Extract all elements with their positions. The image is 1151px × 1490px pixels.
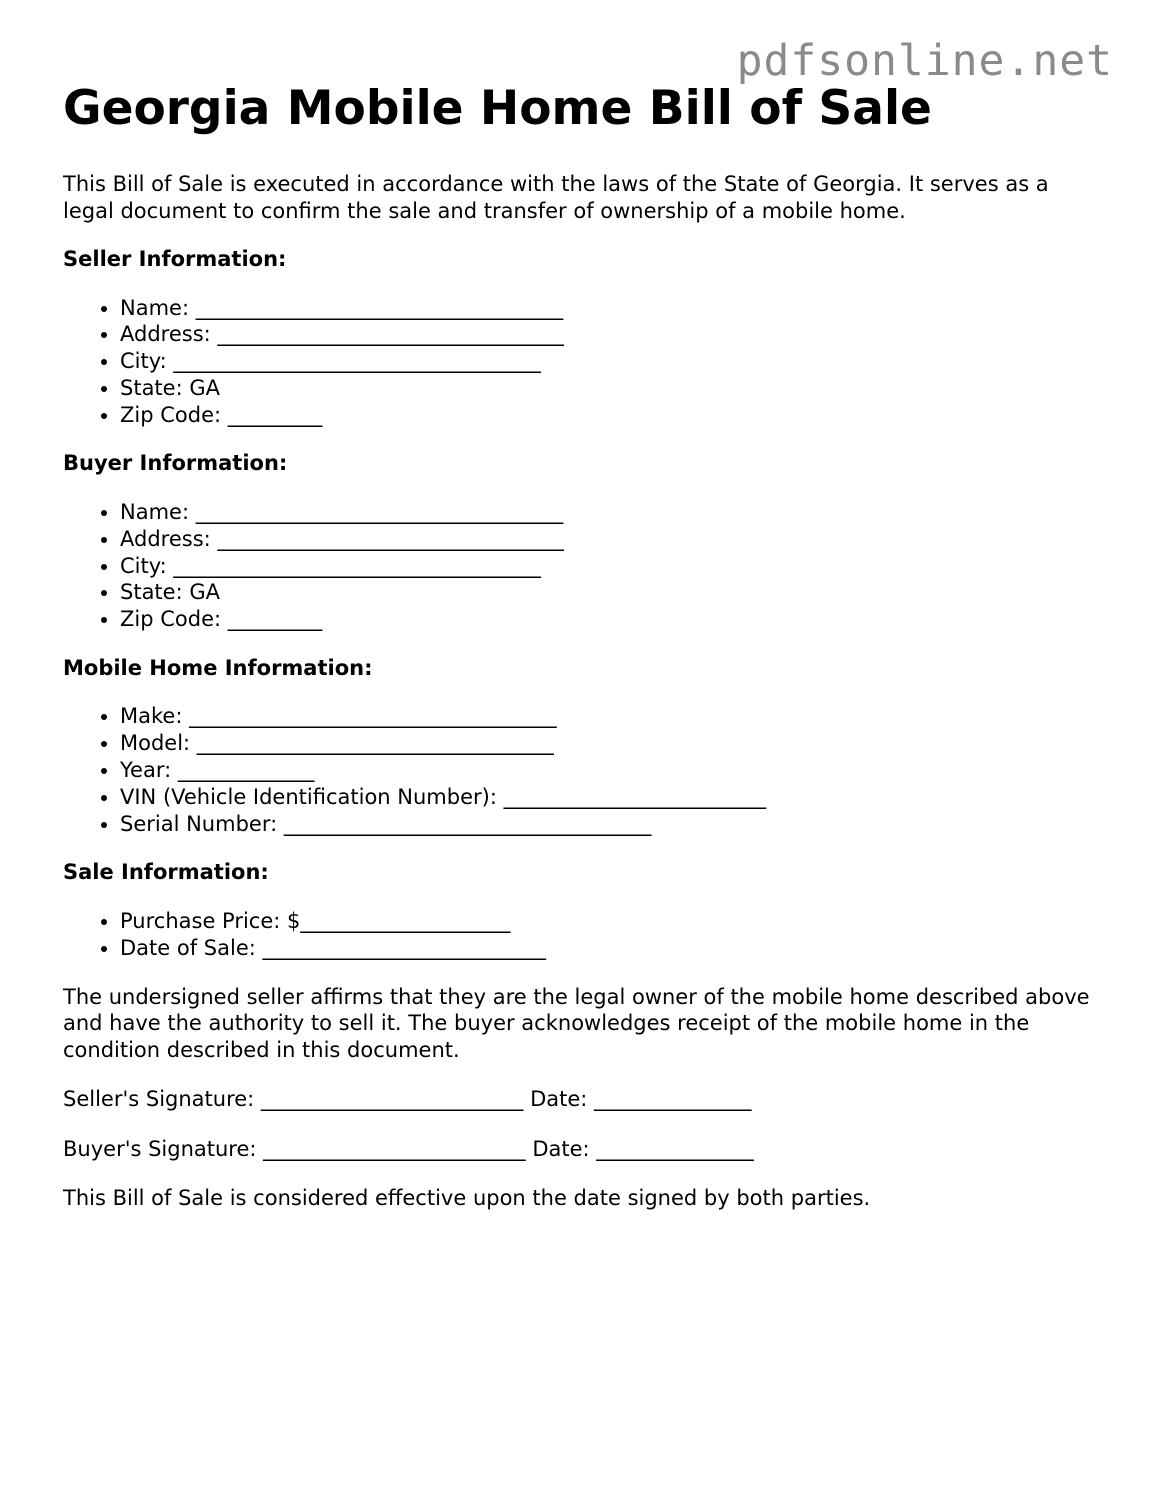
- seller-state-field: • State: GA: [120, 375, 1103, 402]
- year-field: • Year: _____________: [120, 757, 1103, 784]
- buyer-state-field: • State: GA: [120, 579, 1103, 606]
- affirmation-paragraph: The undersigned seller affirms that they are the legal owner of the mobile home described above and have the authority to sell it. The buyer acknowledges receipt of the mobile home in the condition described in this document.: [63, 984, 1090, 1062]
- seller-signature-line: Seller's Signature: _________________________ Date: _______________: [63, 1087, 752, 1112]
- page-title: Georgia Mobile Home Bill of Sale: [63, 81, 932, 136]
- model-field: • Model: __________________________________: [120, 730, 1103, 757]
- buyer-name-field: • Name: ___________________________________: [120, 499, 1103, 526]
- buyer-heading: Buyer Information:: [63, 451, 288, 476]
- seller-city-field: • City: ___________________________________: [120, 348, 1103, 375]
- buyer-address-field: • Address: _________________________________: [120, 526, 1103, 553]
- buyer-list: [63, 499, 1103, 633]
- date-of-sale-field: • Date of Sale: ___________________________: [120, 935, 1103, 962]
- purchase-price-field: • Purchase Price: $____________________: [120, 908, 1103, 935]
- buyer-zip-field: • Zip Code: _________: [120, 606, 1103, 633]
- mobile-home-list: [63, 703, 1103, 837]
- seller-address-field: • Address: _________________________________: [120, 321, 1103, 348]
- seller-name-field: • Name: ___________________________________: [120, 295, 1103, 322]
- seller-heading: Seller Information:: [63, 247, 287, 271]
- buyer-city-field: • City: ___________________________________: [120, 553, 1103, 580]
- intro-paragraph: This Bill of Sale is executed in accordance with the laws of the State of Georgia. It serves as a legal document to confirm the sale and transfer of ownership of a mobile home.: [63, 172, 1049, 223]
- make-field: • Make: ___________________________________: [120, 703, 1103, 730]
- watermark: pdfsonline.net: [736, 36, 1113, 86]
- mobile-home-heading: Mobile Home Information:: [63, 655, 373, 680]
- serial-number-field: • Serial Number: ___________________________________: [120, 811, 1103, 838]
- document-page: [63, 80, 1103, 1212]
- vin-field: • VIN (Vehicle Identification Number): _________________________: [120, 784, 1103, 811]
- seller-zip-field: • Zip Code: _________: [120, 402, 1103, 429]
- sale-heading: Sale Information:: [63, 860, 269, 885]
- effective-statement: This Bill of Sale is considered effective upon the date signed by both parties.: [63, 1186, 871, 1211]
- seller-list: [63, 295, 1103, 429]
- buyer-signature-line: Buyer's Signature: _________________________ Date: _______________: [63, 1136, 754, 1161]
- sale-list: [63, 908, 1103, 962]
